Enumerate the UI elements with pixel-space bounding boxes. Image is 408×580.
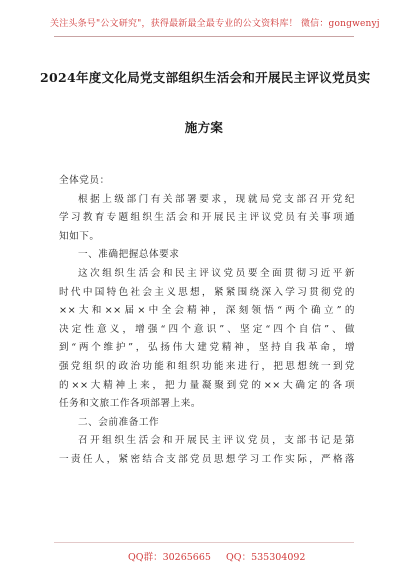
body-line: 时代中国特色社会主义思想，紧紧围绕深入学习贯彻党的: [59, 286, 355, 298]
document-title-line-2: 施方案: [184, 120, 224, 135]
body-line: 强党组织的政治功能和组织功能来进行，把思想统一到党: [59, 360, 355, 372]
body-line: 这次组织生活会和民主评议党员要全面贯彻习近平新: [78, 267, 355, 279]
header-divider: [54, 36, 354, 37]
body-line: 知如下。: [59, 230, 100, 242]
body-line: 根据上级部门有关部署要求，现就局党支部召开党纪: [78, 193, 355, 205]
section-heading: 一、准确把握总体要求: [78, 249, 180, 261]
body-line: 一责任人，紧密结合支部党员思想学习工作实际，严格落: [59, 453, 355, 465]
footer-divider: [54, 542, 354, 543]
body-line: 任务和文旅工作各项部署上来。: [59, 398, 202, 410]
footer-qq-group: QQ群：30265665: [128, 552, 211, 563]
header-banner: 关注头条号"公文研究"，获得最新最全最专业的公文资料库！ 微信：gongwenyj: [50, 19, 380, 29]
body-line: 到“两个维护”，弘扬伟大建党精神，坚持自我革命，增: [59, 342, 355, 354]
section-heading: 二、会前准备工作: [78, 416, 160, 428]
body-line: ××大和××届×中全会精神，深刻领悟“两个确立”的: [59, 305, 355, 317]
body-line: 学习教育专题组织生活会和开展民主评议党员有关事项通: [59, 212, 355, 224]
document-title-line-1: 2024年度文化局党支部组织生活会和开展民主评议党员实: [40, 70, 371, 85]
body-line: 召开组织生活会和开展民主评议党员，支部书记是第: [78, 435, 355, 447]
body-line: 决定性意义，增强“四个意识”、坚定“四个自信”、做: [59, 323, 355, 335]
document-body: [59, 172, 355, 470]
body-line: 的××大精神上来，把力量凝聚到党的××大确定的各项: [59, 379, 355, 391]
footer-qq-contact: QQ：535304092: [226, 552, 306, 563]
salutation: 全体党员：: [59, 175, 110, 186]
